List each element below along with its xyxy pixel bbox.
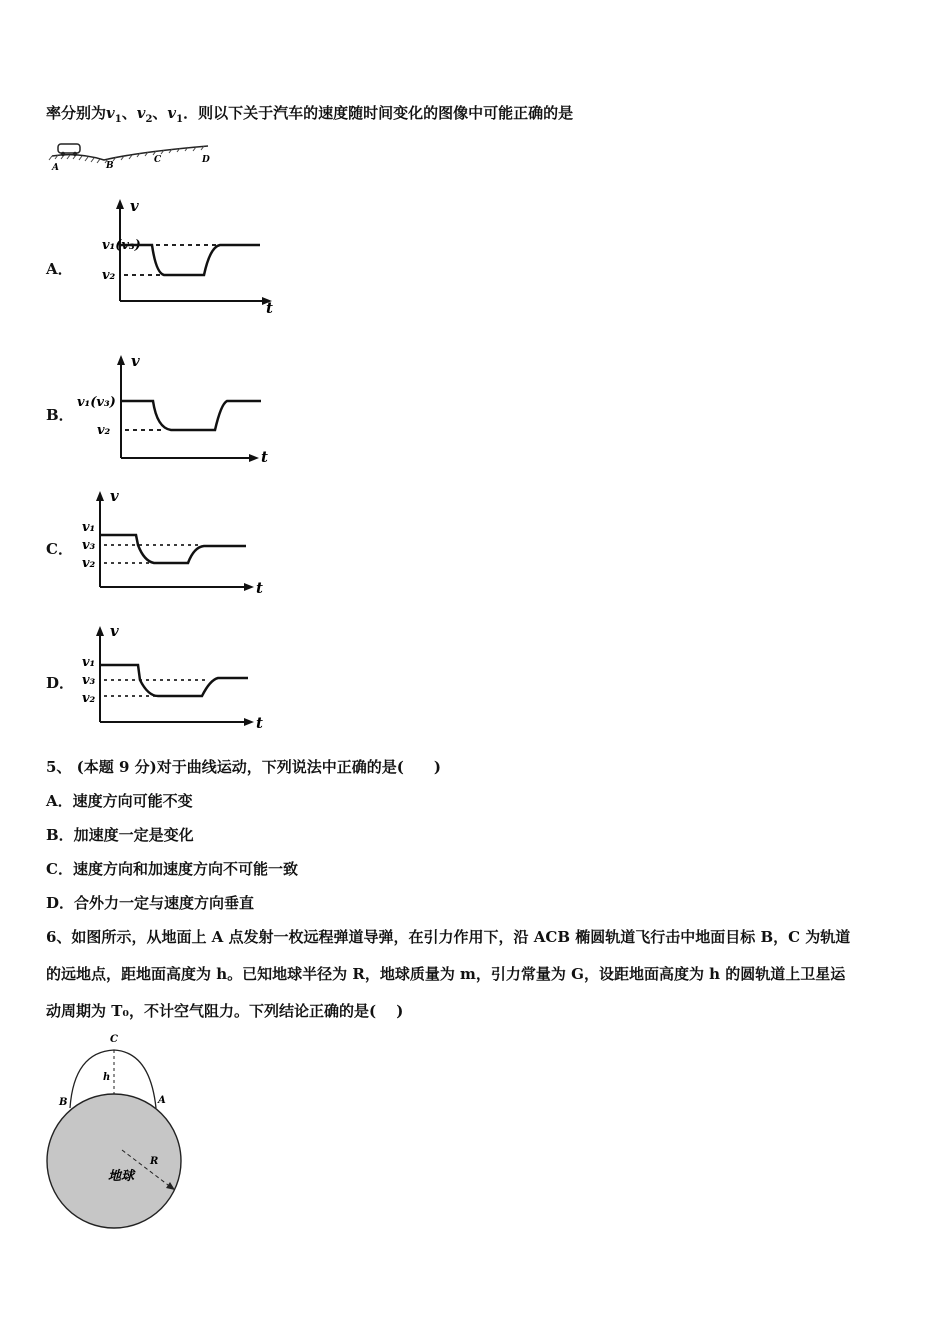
axis-v-c: v bbox=[110, 487, 119, 505]
label-b: B bbox=[59, 1097, 68, 1108]
graph-b bbox=[75, 350, 275, 474]
axis-v-b: v bbox=[131, 352, 140, 370]
v1v3-label-b: v₁(v₃) bbox=[77, 395, 116, 410]
intro-suffix: ．则以下关于汽车的速度随时间变化的图像中可能正确的是 bbox=[183, 104, 574, 122]
option-a-label[interactable]: A． bbox=[46, 260, 73, 278]
q5-option-b[interactable]: B．加速度一定是变化 bbox=[46, 826, 194, 844]
axis-t-d: t bbox=[256, 714, 263, 732]
v2-label-c: v₂ bbox=[82, 556, 96, 571]
v2-label-d: v₂ bbox=[82, 691, 96, 706]
earth-circle bbox=[47, 1094, 181, 1228]
intro-prefix: 率分别为 bbox=[46, 104, 107, 122]
q6-line-2: 的远地点，距地面高度为 h。已知地球半径为 R，地球质量为 m，引力常量为 G，设距地面高度为 h 的圆轨道上卫星运 bbox=[46, 965, 846, 983]
v1-symbol: v bbox=[106, 104, 115, 122]
v1-label-c: v₁ bbox=[82, 520, 96, 535]
v3-sub: 1 bbox=[176, 114, 184, 125]
axis-t-c: t bbox=[256, 579, 263, 597]
v2-label-a: v₂ bbox=[102, 268, 116, 283]
earth-figure bbox=[44, 1030, 194, 1239]
road-label-a: A bbox=[52, 163, 59, 173]
option-d-label[interactable]: D． bbox=[46, 674, 75, 692]
axis-t-a: t bbox=[266, 299, 273, 317]
sep1: 、 bbox=[121, 104, 137, 122]
road-label-d: D bbox=[202, 155, 210, 165]
v2-label-b: v₂ bbox=[97, 423, 111, 438]
q5-stem: 5、 (本题 9 分)对于曲线运动，下列说法中正确的是( ) bbox=[46, 758, 441, 776]
label-h: h bbox=[103, 1072, 111, 1083]
car-icon bbox=[58, 144, 80, 153]
graph-c bbox=[78, 485, 268, 604]
v1-sub: 1 bbox=[114, 114, 122, 125]
v2-symbol: v bbox=[136, 104, 146, 122]
axis-v-d: v bbox=[110, 622, 119, 640]
road-label-b: B bbox=[106, 161, 114, 171]
axis-t-b: t bbox=[261, 448, 268, 466]
road-figure bbox=[48, 138, 218, 178]
option-b-label[interactable]: B． bbox=[46, 406, 74, 424]
v3-label-c: v₃ bbox=[82, 538, 96, 553]
v3-symbol: v bbox=[167, 104, 177, 122]
label-earth: 地球 bbox=[108, 1169, 135, 1184]
label-c: C bbox=[110, 1034, 118, 1045]
sep2: 、 bbox=[152, 104, 168, 122]
q5-option-c[interactable]: C．速度方向和加速度方向不可能一致 bbox=[46, 860, 298, 878]
v1v3-label-a: v₁(v₃) bbox=[102, 238, 141, 253]
v3-label-d: v₃ bbox=[82, 673, 96, 688]
q5-option-d[interactable]: D．合外力一定与速度方向垂直 bbox=[46, 894, 255, 912]
road-label-c: C bbox=[154, 155, 162, 165]
label-r: R bbox=[150, 1156, 159, 1167]
intro-line bbox=[46, 102, 573, 125]
graph-a bbox=[100, 195, 280, 321]
v2-sub: 2 bbox=[145, 114, 153, 125]
v1-label-d: v₁ bbox=[82, 655, 96, 670]
graph-d bbox=[78, 620, 268, 739]
q5-option-a[interactable]: A．速度方向可能不变 bbox=[46, 792, 193, 810]
axis-v-a: v bbox=[130, 197, 139, 215]
q6-line-1: 6、如图所示，从地面上 A 点发射一枚远程弹道导弹，在引力作用下，沿 ACB 椭圆轨道飞行击中地面目标 B，C 为轨道 bbox=[46, 928, 851, 946]
label-a: A bbox=[158, 1095, 166, 1106]
q6-line-3: 动周期为 T₀，不计空气阻力。下列结论正确的是( ) bbox=[46, 1002, 404, 1020]
option-c-label[interactable]: C． bbox=[46, 540, 73, 558]
